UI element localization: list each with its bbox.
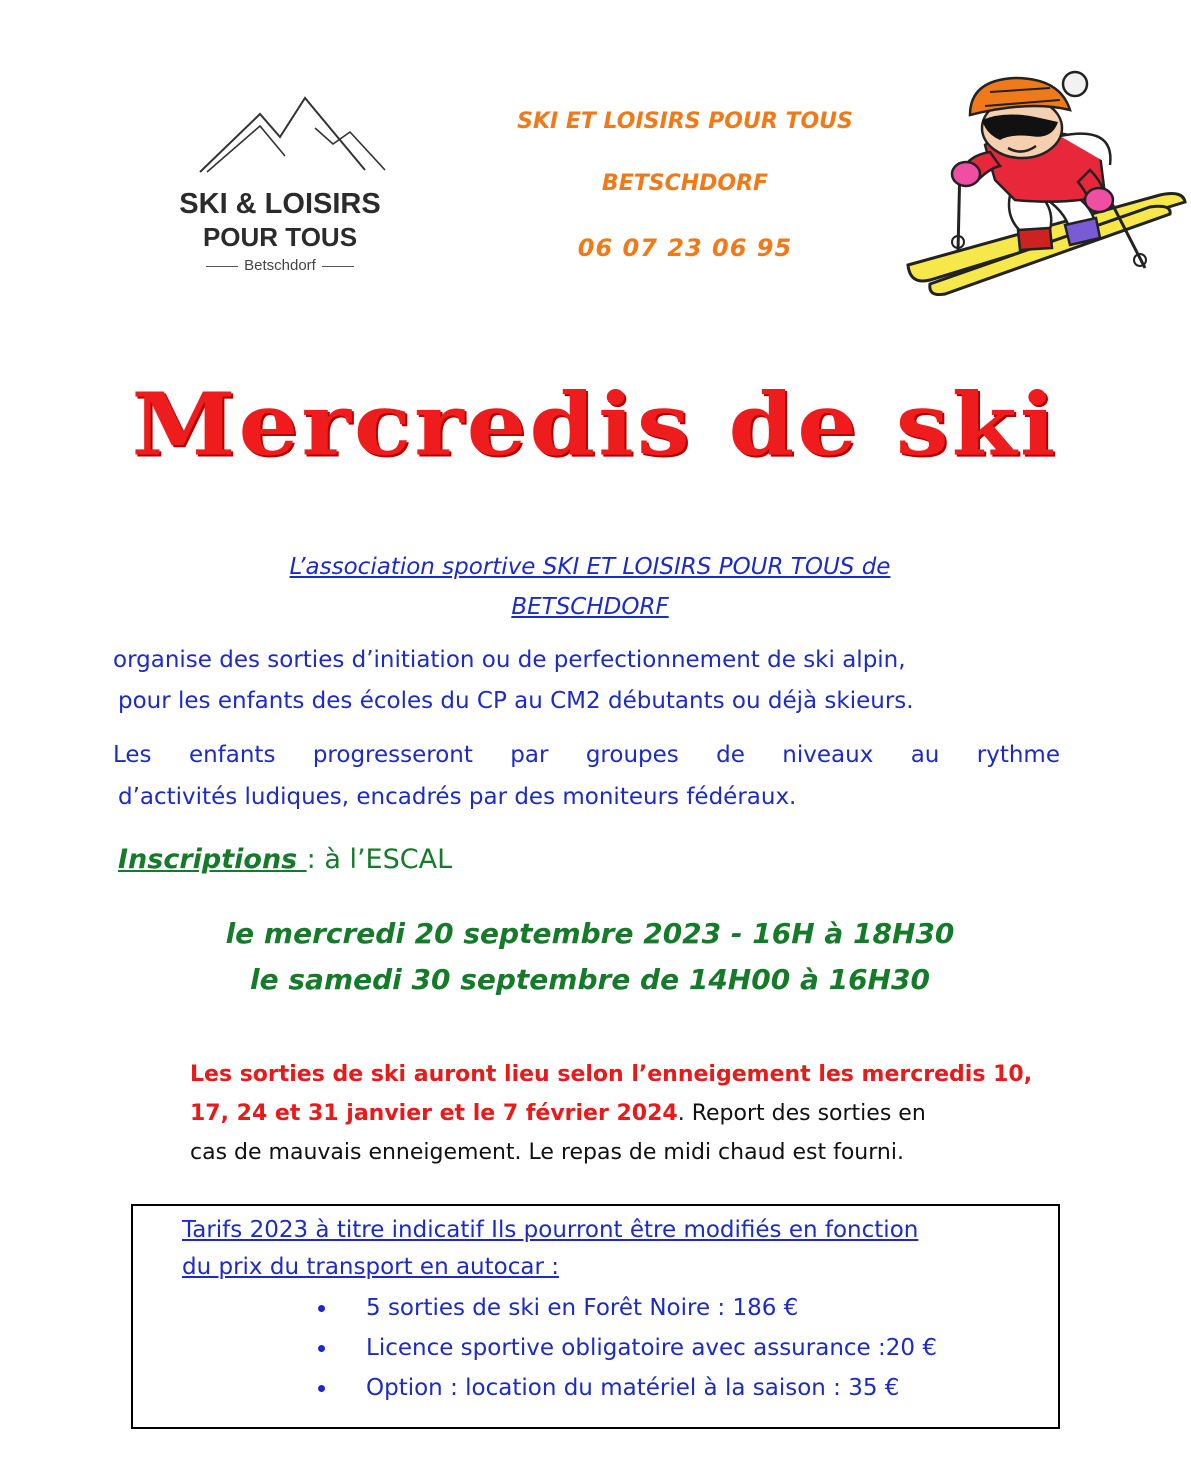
tarifs-box: [131, 1204, 1060, 1429]
tarifs-heading-line2: du prix du transport en autocar :: [182, 1254, 559, 1280]
skier-cartoon-icon: [900, 70, 1190, 300]
logo-text-line1: SKI & LOISIRS: [179, 188, 381, 220]
sorties-red-line1: Les sorties de ski auront lieu selon l’enneigement les mercredis 10,: [190, 1062, 1033, 1087]
list-item: Licence sportive obligatoire avec assurance :20 €: [318, 1328, 937, 1368]
groups-line1: Les enfants progresseront par groupes de niveaux au rythme: [113, 742, 1060, 768]
tarifs-heading: [182, 1212, 1062, 1286]
club-logo: [165, 92, 395, 277]
header-phone: 06 07 23 06 95: [577, 234, 793, 262]
bullet-icon: [318, 1345, 325, 1352]
intro-line2: pour les enfants des écoles du CP au CM2 débutants ou déjà skieurs.: [118, 688, 914, 714]
assoc-line1: L’association sportive SKI ET LOISIRS POUR TOUS de: [289, 554, 891, 580]
bullet-icon: [318, 1385, 325, 1392]
header-town: BETSCHDORF: [601, 171, 769, 196]
logo-text-line2: POUR TOUS: [202, 222, 358, 252]
inscriptions-value: : à l’ESCAL: [306, 844, 453, 875]
mountain-icon: [165, 92, 395, 187]
inscriptions-label: Inscriptions: [118, 844, 307, 875]
list-item: 5 sorties de ski en Forêt Noire : 186 €: [318, 1288, 937, 1328]
bullet-icon: [318, 1305, 325, 1312]
inscription-date-1: le mercredi 20 septembre 2023 - 16H à 18H30: [225, 917, 955, 950]
header-org: SKI ET LOISIRS POUR TOUS: [517, 109, 853, 134]
groups-line2: d’activités ludiques, encadrés par des moniteurs fédéraux.: [118, 784, 797, 810]
inscriptions-line: [118, 844, 452, 875]
sorties-black-line3: cas de mauvais enneigement. Le repas de midi chaud est fourni.: [190, 1140, 904, 1165]
tarifs-list: [318, 1288, 937, 1408]
intro-line1: organise des sorties d’initiation ou de perfectionnement de ski alpin,: [113, 647, 906, 673]
sorties-paragraph: [190, 1055, 1070, 1172]
sorties-black-line2: . Report des sorties en: [677, 1101, 926, 1126]
sorties-red-line2: 17, 24 et 31 janvier et le 7 février 2024: [190, 1101, 678, 1126]
inscription-date-2: le samedi 30 septembre de 14H00 à 16H30: [250, 963, 930, 996]
tarifs-heading-line1: Tarifs 2023 à titre indicatif Ils pourront être modifiés en fonction: [182, 1217, 919, 1243]
page-title: Mercredis de ski: [131, 374, 1059, 476]
logo-text-line3: Betschdorf: [165, 257, 395, 274]
list-item: Option : location du matériel à la saison : 35 €: [318, 1368, 937, 1408]
assoc-line2: BETSCHDORF: [511, 594, 669, 620]
